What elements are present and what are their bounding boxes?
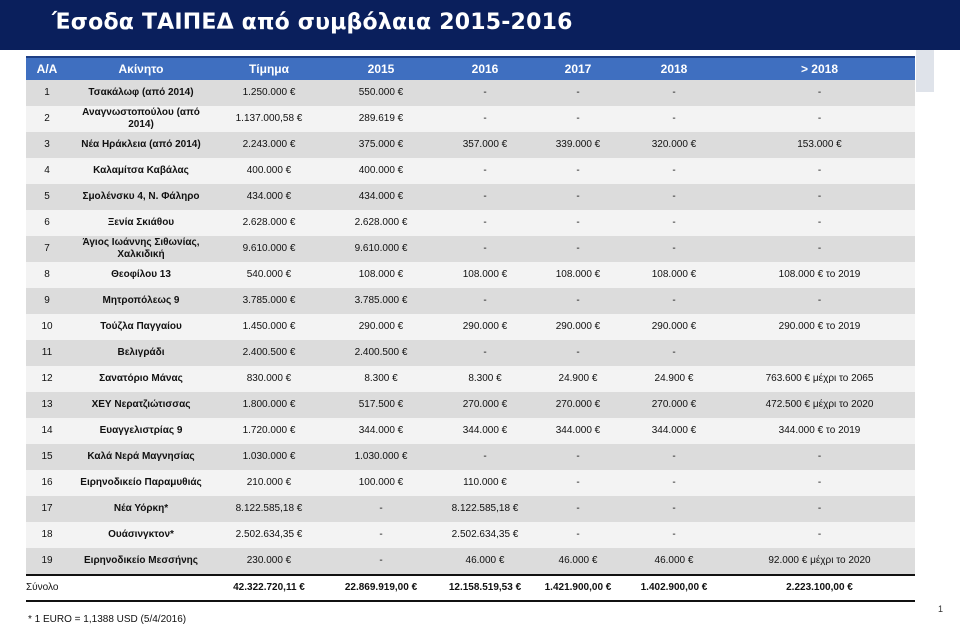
table-cell: 434.000 € bbox=[324, 184, 438, 210]
table-cell: - bbox=[724, 236, 915, 262]
table-cell: 290.000 € bbox=[532, 314, 624, 340]
column-header: 2017 bbox=[532, 57, 624, 80]
table-cell: Ειρηνοδικείο Παραμυθιάς bbox=[68, 470, 214, 496]
table-cell: 550.000 € bbox=[324, 80, 438, 106]
table-cell: Μητροπόλεως 9 bbox=[68, 288, 214, 314]
table-cell: 2.502.634,35 € bbox=[438, 522, 532, 548]
table-cell: - bbox=[532, 444, 624, 470]
table-cell: 2.400.500 € bbox=[214, 340, 324, 366]
table-cell: - bbox=[532, 80, 624, 106]
table-cell: 344.000 € bbox=[532, 418, 624, 444]
table-row bbox=[26, 184, 915, 210]
table-cell: 5 bbox=[26, 184, 68, 210]
table-cell: 108.000 € bbox=[532, 262, 624, 288]
table-cell: - bbox=[438, 80, 532, 106]
table-cell: 400.000 € bbox=[324, 158, 438, 184]
table-cell bbox=[724, 340, 915, 366]
table-cell: 270.000 € bbox=[532, 392, 624, 418]
table-cell: - bbox=[624, 340, 724, 366]
table-cell: 344.000 € το 2019 bbox=[724, 418, 915, 444]
table-cell: - bbox=[724, 522, 915, 548]
table-cell: 108.000 € bbox=[438, 262, 532, 288]
table-cell: 9.610.000 € bbox=[214, 236, 324, 262]
table-row bbox=[26, 132, 915, 158]
table-cell: - bbox=[724, 496, 915, 522]
table-cell: 357.000 € bbox=[438, 132, 532, 158]
table-cell: - bbox=[724, 470, 915, 496]
total-row bbox=[26, 575, 915, 601]
column-header: Α/Α bbox=[26, 57, 68, 80]
table-cell: 24.900 € bbox=[532, 366, 624, 392]
table-cell: 2.628.000 € bbox=[214, 210, 324, 236]
table-cell: - bbox=[532, 184, 624, 210]
column-header: > 2018 bbox=[724, 57, 915, 80]
table-cell: 1 bbox=[26, 80, 68, 106]
table-cell: 2.628.000 € bbox=[324, 210, 438, 236]
table-cell: 7 bbox=[26, 236, 68, 262]
table-cell: Νέα Ηράκλεια (από 2014) bbox=[68, 132, 214, 158]
table-row bbox=[26, 210, 915, 236]
table-cell: - bbox=[532, 340, 624, 366]
table-cell: Ειρηνοδικείο Μεσσήνης bbox=[68, 548, 214, 575]
table-cell: Άγιος Ιωάννης Σιθωνίας, Χαλκιδική bbox=[68, 236, 214, 262]
table-cell: - bbox=[624, 158, 724, 184]
table-cell: 24.900 € bbox=[624, 366, 724, 392]
table-row bbox=[26, 496, 915, 522]
decorative-strip bbox=[916, 50, 934, 92]
table-cell: 1.030.000 € bbox=[324, 444, 438, 470]
table-cell: Καλά Νερά Μαγνησίας bbox=[68, 444, 214, 470]
table-cell: 8.122.585,18 € bbox=[438, 496, 532, 522]
table-cell: - bbox=[438, 288, 532, 314]
table-cell: 434.000 € bbox=[214, 184, 324, 210]
table-header-row bbox=[26, 57, 915, 80]
table-cell: - bbox=[624, 184, 724, 210]
table-cell: 1.800.000 € bbox=[214, 392, 324, 418]
table-row bbox=[26, 80, 915, 106]
table-cell: - bbox=[438, 158, 532, 184]
table-cell: - bbox=[724, 80, 915, 106]
table-cell: 2.243.000 € bbox=[214, 132, 324, 158]
footnote: * 1 EURO = 1,1388 USD (5/4/2016) bbox=[28, 614, 187, 625]
total-cell: 1.402.900,00 € bbox=[624, 575, 724, 601]
table-cell: Αναγνωστοπούλου (από 2014) bbox=[68, 106, 214, 132]
table-cell: 339.000 € bbox=[532, 132, 624, 158]
total-label: Σύνολο bbox=[26, 575, 68, 601]
table-cell: - bbox=[724, 210, 915, 236]
table-cell: - bbox=[438, 210, 532, 236]
table-row bbox=[26, 314, 915, 340]
table-cell: 8.300 € bbox=[324, 366, 438, 392]
table-cell: 3.785.000 € bbox=[214, 288, 324, 314]
table-cell: 540.000 € bbox=[214, 262, 324, 288]
column-header: Ακίνητο bbox=[68, 57, 214, 80]
table-cell: 19 bbox=[26, 548, 68, 575]
table-row bbox=[26, 262, 915, 288]
table-cell: Ευαγγελιστρίας 9 bbox=[68, 418, 214, 444]
table-cell: 1.250.000 € bbox=[214, 80, 324, 106]
table-row bbox=[26, 418, 915, 444]
table-cell: 1.030.000 € bbox=[214, 444, 324, 470]
table-cell: 8.122.585,18 € bbox=[214, 496, 324, 522]
table-cell: 11 bbox=[26, 340, 68, 366]
column-header: 2016 bbox=[438, 57, 532, 80]
table-cell: 100.000 € bbox=[324, 470, 438, 496]
table-cell: 110.000 € bbox=[438, 470, 532, 496]
table-cell: Σμολένσκυ 4, Ν. Φάληρο bbox=[68, 184, 214, 210]
table-cell: 108.000 € bbox=[624, 262, 724, 288]
table-row bbox=[26, 444, 915, 470]
table-cell: Βελιγράδι bbox=[68, 340, 214, 366]
table-cell: 18 bbox=[26, 522, 68, 548]
table-cell: 3.785.000 € bbox=[324, 288, 438, 314]
table-cell: Θεοφίλου 13 bbox=[68, 262, 214, 288]
table-cell: 830.000 € bbox=[214, 366, 324, 392]
table-cell: - bbox=[324, 522, 438, 548]
table-cell: - bbox=[438, 444, 532, 470]
table-cell: Σανατόριο Μάνας bbox=[68, 366, 214, 392]
total-cell: 12.158.519,53 € bbox=[438, 575, 532, 601]
revenue-table bbox=[26, 56, 915, 602]
table-cell: - bbox=[624, 80, 724, 106]
table-cell: Καλαμίτσα Καβάλας bbox=[68, 158, 214, 184]
slide-title: Έσοδα ΤΑΙΠΕΔ από συμβόλαια 2015-2016 bbox=[52, 10, 573, 35]
total-cell: 2.223.100,00 € bbox=[724, 575, 915, 601]
table-cell: 9.610.000 € bbox=[324, 236, 438, 262]
table-row bbox=[26, 158, 915, 184]
table-cell: - bbox=[724, 106, 915, 132]
table-row bbox=[26, 470, 915, 496]
table-cell: 17 bbox=[26, 496, 68, 522]
table-row bbox=[26, 236, 915, 262]
table-cell: - bbox=[532, 158, 624, 184]
table-cell: 375.000 € bbox=[324, 132, 438, 158]
table-cell: - bbox=[724, 444, 915, 470]
table-cell: 270.000 € bbox=[624, 392, 724, 418]
title-bar bbox=[0, 0, 960, 50]
table-cell: 400.000 € bbox=[214, 158, 324, 184]
table-cell: - bbox=[532, 470, 624, 496]
column-header: 2015 bbox=[324, 57, 438, 80]
table-cell: 344.000 € bbox=[324, 418, 438, 444]
table-cell: - bbox=[532, 236, 624, 262]
total-cell bbox=[68, 575, 214, 601]
table-cell: - bbox=[724, 158, 915, 184]
table-cell: 289.619 € bbox=[324, 106, 438, 132]
table-cell: 1.720.000 € bbox=[214, 418, 324, 444]
table-row bbox=[26, 392, 915, 418]
column-header: Τίμημα bbox=[214, 57, 324, 80]
table-cell: - bbox=[532, 106, 624, 132]
table-cell: 15 bbox=[26, 444, 68, 470]
table-cell: 8 bbox=[26, 262, 68, 288]
table-cell: 153.000 € bbox=[724, 132, 915, 158]
table-cell: Ξενία Σκιάθου bbox=[68, 210, 214, 236]
table-cell: 517.500 € bbox=[324, 392, 438, 418]
table-row bbox=[26, 548, 915, 575]
table-cell: 12 bbox=[26, 366, 68, 392]
table-cell: - bbox=[624, 470, 724, 496]
table-cell: - bbox=[532, 210, 624, 236]
table-cell: 13 bbox=[26, 392, 68, 418]
table-cell: - bbox=[624, 496, 724, 522]
table-cell: 14 bbox=[26, 418, 68, 444]
table-cell: 230.000 € bbox=[214, 548, 324, 575]
table-cell: 6 bbox=[26, 210, 68, 236]
table-cell: - bbox=[532, 522, 624, 548]
table-cell: - bbox=[324, 496, 438, 522]
table-cell: 3 bbox=[26, 132, 68, 158]
table-row bbox=[26, 366, 915, 392]
table-cell: 108.000 € bbox=[324, 262, 438, 288]
table-cell: 290.000 € bbox=[624, 314, 724, 340]
column-header: 2018 bbox=[624, 57, 724, 80]
table-cell: 9 bbox=[26, 288, 68, 314]
table-cell: 4 bbox=[26, 158, 68, 184]
table-cell: 1.450.000 € bbox=[214, 314, 324, 340]
table-cell: - bbox=[624, 106, 724, 132]
total-cell: 1.421.900,00 € bbox=[532, 575, 624, 601]
table-cell: Ουάσινγκτον* bbox=[68, 522, 214, 548]
table-cell: 344.000 € bbox=[438, 418, 532, 444]
table-cell: 92.000 € μέχρι το 2020 bbox=[724, 548, 915, 575]
table-cell: 46.000 € bbox=[532, 548, 624, 575]
table-cell: 344.000 € bbox=[624, 418, 724, 444]
table-cell: 46.000 € bbox=[624, 548, 724, 575]
total-cell: 42.322.720,11 € bbox=[214, 575, 324, 601]
table-cell: 10 bbox=[26, 314, 68, 340]
table-row bbox=[26, 106, 915, 132]
table-cell: 2.400.500 € bbox=[324, 340, 438, 366]
table-cell: - bbox=[438, 106, 532, 132]
table-cell: Τσακάλωφ (από 2014) bbox=[68, 80, 214, 106]
table-row bbox=[26, 522, 915, 548]
table-cell: 46.000 € bbox=[438, 548, 532, 575]
table-cell: 290.000 € το 2019 bbox=[724, 314, 915, 340]
table-row bbox=[26, 288, 915, 314]
table-cell: 763.600 € μέχρι το 2065 bbox=[724, 366, 915, 392]
table-cell: - bbox=[724, 184, 915, 210]
table-cell: 2 bbox=[26, 106, 68, 132]
table-cell: 8.300 € bbox=[438, 366, 532, 392]
table-body bbox=[26, 80, 915, 601]
table-cell: - bbox=[532, 288, 624, 314]
table-cell: 16 bbox=[26, 470, 68, 496]
page-number: 1 bbox=[938, 604, 944, 614]
table-cell: - bbox=[624, 288, 724, 314]
table-cell: - bbox=[438, 184, 532, 210]
table-cell: 210.000 € bbox=[214, 470, 324, 496]
table-cell: 472.500 € μέχρι το 2020 bbox=[724, 392, 915, 418]
table-cell: - bbox=[624, 236, 724, 262]
table-cell: - bbox=[438, 340, 532, 366]
table-cell: - bbox=[624, 210, 724, 236]
table-cell: - bbox=[532, 496, 624, 522]
table-cell: 2.502.634,35 € bbox=[214, 522, 324, 548]
table-cell: 270.000 € bbox=[438, 392, 532, 418]
table-cell: ΧΕΥ Νερατζιώτισσας bbox=[68, 392, 214, 418]
table-cell: 108.000 € το 2019 bbox=[724, 262, 915, 288]
table-cell: Τούζλα Παγγαίου bbox=[68, 314, 214, 340]
table-cell: - bbox=[324, 548, 438, 575]
total-cell: 22.869.919,00 € bbox=[324, 575, 438, 601]
table-cell: 290.000 € bbox=[324, 314, 438, 340]
table-cell: - bbox=[624, 522, 724, 548]
table-cell: - bbox=[724, 288, 915, 314]
table-cell: - bbox=[624, 444, 724, 470]
table-cell: 290.000 € bbox=[438, 314, 532, 340]
table-cell: 320.000 € bbox=[624, 132, 724, 158]
table-cell: - bbox=[438, 236, 532, 262]
table-row bbox=[26, 340, 915, 366]
table-cell: 1.137.000,58 € bbox=[214, 106, 324, 132]
table-cell: Νέα Υόρκη* bbox=[68, 496, 214, 522]
